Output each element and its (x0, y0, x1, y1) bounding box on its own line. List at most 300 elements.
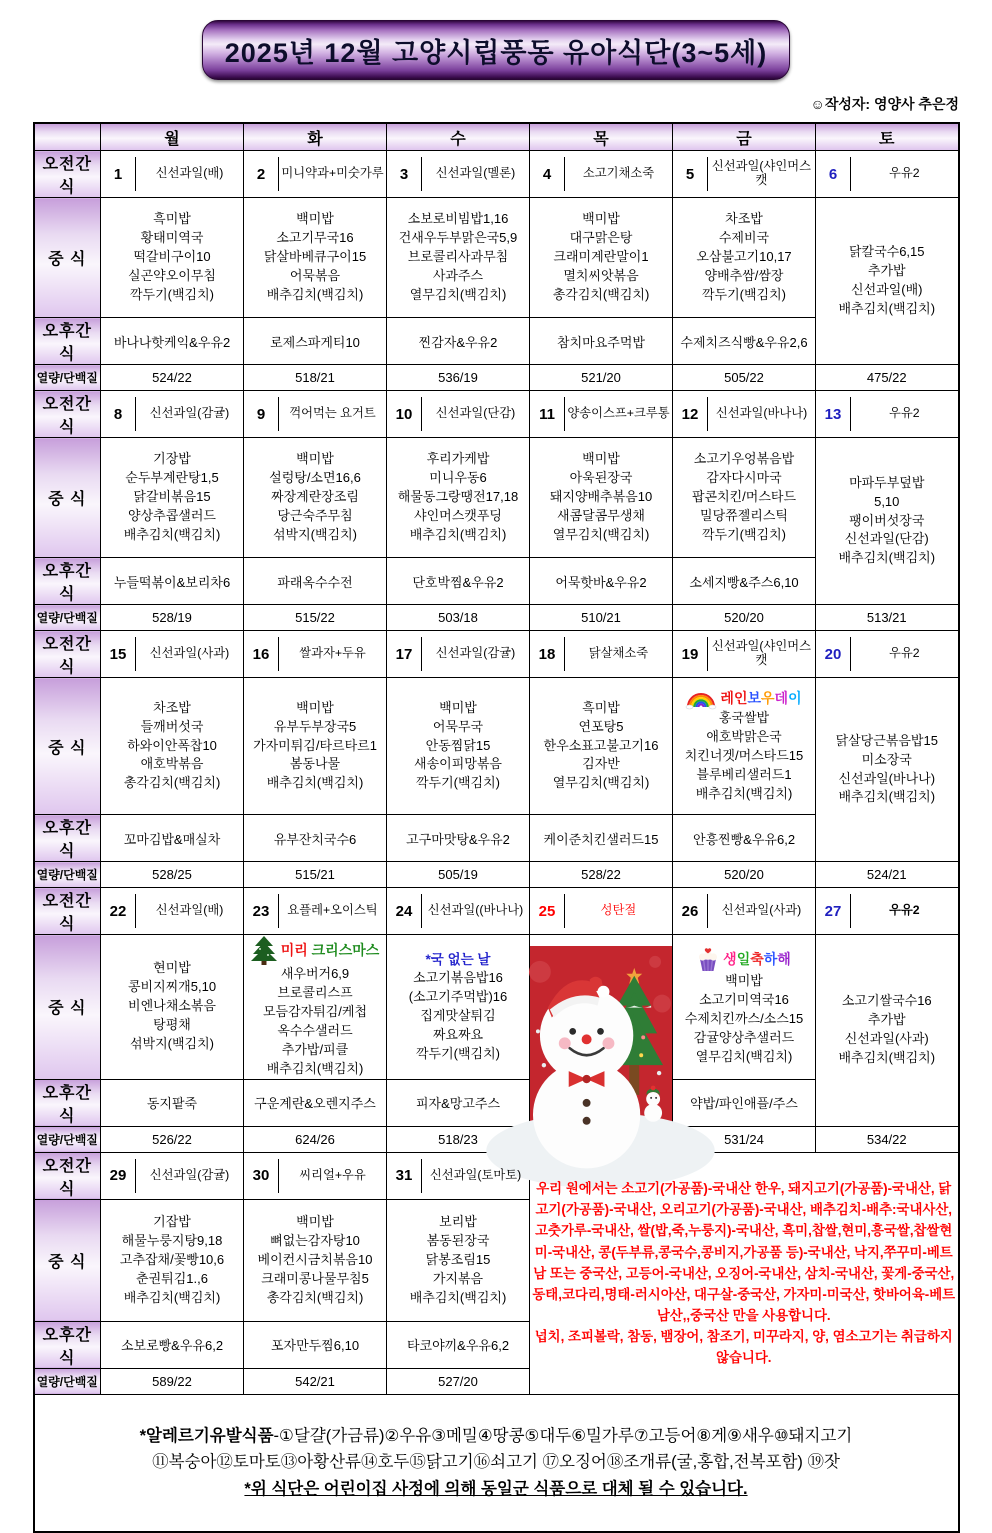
date-label: 25 (530, 894, 565, 928)
origin-notice-para1: 우리 원에서는 소고기(가공품)-국내산 한우, 돼지고기(가공품)-국내산, 닭고기(가공품)-국내산, 오리고기(가공품)-국내산, 배추김치-배추:국내사산, 고춧가루-국내산, 쌀(밥,죽,누룽지)-국내산, 흑미,찹쌀,현미,흥국쌀,찹쌀현미-국내산, 콩(두부류,콩국수,콩비지,가공품 등)-국내산, 낙지,쭈꾸미-베트남 또는 중국산, 고등어-국내산, 오징어-국내산, 삼치-국내산, 꽃게-중국산, 동태,코다리,명태-러시아산, 대구살-중국산, 가자미-미국산, 핫바어육-베트남산,,중국산 만을 사용합니다. (532, 1181, 956, 1324)
lunch-menu-line: 배추김치(백김치) (838, 789, 936, 805)
am-snack-cell (244, 151, 387, 198)
kcal-row (34, 365, 959, 391)
am-snack-wrap (101, 894, 243, 928)
date-label: 24 (387, 894, 422, 928)
am-snack-wrap (816, 637, 958, 671)
am-snack-wrap (244, 894, 386, 928)
weekday-header-2: 수 (387, 123, 530, 151)
kcal-protein-cell: 528/25 (101, 862, 244, 888)
pm-snack-cell: 어묵핫바&우유2 (530, 558, 673, 605)
lunch-menu-line: 한우소표고불고기16 (543, 737, 659, 753)
lunch-menu-line: 뼈없는감자탕10 (270, 1232, 360, 1248)
lunch-menu-line: 깍두기(백김치) (415, 775, 500, 791)
kcal-protein-cell: 513/21 (816, 605, 959, 631)
lunch-menu-line: 배추김치(백김치) (409, 526, 507, 542)
lunch-menu-line: 새콤달콤무생채 (557, 507, 645, 523)
am-snack-cell (816, 631, 959, 678)
am-snack-wrap (101, 637, 243, 671)
weekday-header-4: 금 (673, 123, 816, 151)
lunch-menu-line: 떡갈비구이10 (133, 249, 211, 265)
pm-snack-cell: 찐감자&우유2 (387, 318, 530, 365)
lunch-menu-line: 수제치킨까스/소스15 (684, 1010, 804, 1026)
am-snack-cell (673, 151, 816, 198)
lunch-menu-line: 차조밥 (153, 699, 191, 715)
lunch-menu-line: 크래미계란말이1 (553, 249, 649, 265)
am-snack-text: 신선과일(사과) (721, 903, 802, 918)
lunch-menu-line: 열무김치(백김치) (409, 286, 507, 302)
am-snack-wrap (530, 894, 672, 928)
kcal-protein-cell: 524/21 (816, 862, 959, 888)
lunch-menu-line: 차조밥 (725, 211, 763, 227)
lunch-menu-line: 열무김치(백김치) (695, 1048, 793, 1064)
lunch-menu-line: 닭봉조림15 (425, 1251, 491, 1267)
lunch-menu-line: 짜장계란장조림 (271, 489, 359, 505)
lunch-cell (387, 935, 530, 1080)
lunch-cell (101, 935, 244, 1080)
lunch-cell (673, 198, 816, 318)
lunch-menu-line: 신선과일(배) (851, 282, 923, 297)
am-snack-wrap (816, 397, 958, 431)
pm-snack-cell: 파래옥수수전 (244, 558, 387, 605)
lunch-menu-line: 황태미역국 (140, 230, 204, 246)
lunch-menu-line: 밀당쮸젤리스틱 (700, 507, 788, 523)
lunch-menu-line: 후리가케밥 (426, 451, 490, 467)
am-snack-wrap (101, 397, 243, 431)
row-label-pm: 오후간식 (34, 318, 101, 365)
pm-snack-cell: 고구마맛탕&우유2 (387, 815, 530, 862)
lunch-menu-line: 실곤약오이무침 (128, 267, 216, 283)
kcal-protein-cell: 624/26 (244, 1126, 387, 1152)
date-label: 3 (387, 157, 422, 191)
lunch-menu-line: 배추김치(백김치) (123, 526, 221, 542)
am-snack-text: 꺽어먹는 요거트 (289, 406, 376, 421)
row-label-am: 오전간식 (34, 151, 101, 198)
row-label-am: 오전간식 (34, 631, 101, 678)
lunch-menu-line: 들깨버섯국 (140, 718, 204, 734)
lunch-cell (387, 198, 530, 318)
lunch-menu-line: 설렁탕/소면16,6 (269, 470, 361, 486)
lunch-menu-line: 총각김치(백김치) (266, 1289, 364, 1305)
origin-notice (530, 1152, 959, 1394)
kcal-protein-cell: 510/21 (530, 605, 673, 631)
row-label-kcal: 열량/단백질 (34, 365, 101, 391)
row-label-pm: 오후간식 (34, 815, 101, 862)
row-label-kcal: 열량/단백질 (34, 862, 101, 888)
date-label: 29 (101, 1159, 136, 1193)
lunch-menu-line: 새우버거6,9 (280, 966, 350, 981)
am-snack-cell (673, 391, 816, 438)
lunch-menu-line: 수제비국 (718, 230, 770, 246)
am-snack-text: 신선과일(배) (155, 903, 224, 918)
kcal-protein-cell: 527/20 (387, 1368, 530, 1394)
lunch-menu-line: 5,10 (874, 493, 900, 509)
lunch-menu-line: 하와이안폭찹10 (127, 737, 217, 753)
page-title-banner (202, 20, 790, 80)
allergen-line1-rest: -①달걀(가금류)②우유③메밀④땅콩⑤대두⑥밀가루⑦고등어⑧게⑨새우⑩돼지고기 (273, 1426, 853, 1445)
lunch-menu-line: 건새우두부맑은국5,9 (398, 230, 518, 246)
kcal-protein-cell: 528/22 (530, 862, 673, 888)
date-label: 8 (101, 397, 136, 431)
lunch-cell (816, 438, 959, 605)
event-badge-text: 미리 크리스마스 (280, 941, 380, 958)
lunch-cell (673, 935, 816, 1080)
lunch-menu-line: 어묵무국 (432, 718, 484, 734)
lunch-menu-line: 백미밥 (582, 451, 620, 467)
lunch-menu-line: 소고기볶음밥16 (413, 970, 503, 986)
lunch-menu-line: 배추김치(백김치) (838, 550, 936, 566)
date-label: 6 (816, 157, 851, 191)
date-label: 18 (530, 637, 565, 671)
lunch-menu-line: 닭칼국수6,15 (848, 244, 925, 260)
menu-table (33, 122, 960, 1533)
lunch-menu-line: 미니우동6 (429, 470, 487, 486)
lunch-menu-line: 백미밥 (296, 699, 334, 715)
date-label: 11 (530, 397, 565, 431)
am-snack-wrap (673, 894, 815, 928)
lunch-row (34, 678, 959, 815)
date-label: 26 (673, 894, 708, 928)
am-snack-text: 우유2 (888, 646, 920, 661)
am-snack-text: 신선과일(사과) (149, 646, 230, 661)
date-label: 10 (387, 397, 422, 431)
am-snack-wrap (673, 157, 815, 191)
kcal-protein-cell: 505/22 (673, 365, 816, 391)
lunch-menu-line: 감귤양상추샐러드 (693, 1029, 795, 1045)
lunch-menu-line: 고추잡채/꽃빵10,6 (119, 1251, 225, 1267)
lunch-menu-line: 돼지양배추볶음10 (549, 489, 653, 505)
lunch-cell (387, 1199, 530, 1321)
am-snack-wrap (673, 637, 815, 671)
lunch-menu-line: 닭살당근볶음밥15 (835, 732, 938, 748)
am-snack-cell (387, 1152, 530, 1199)
lunch-cell (530, 438, 673, 558)
allergen-line1-bold: *알레르기유발식품 (139, 1426, 274, 1445)
am-snack-wrap (244, 157, 386, 191)
lunch-cell (530, 198, 673, 318)
lunch-menu-line: 보리밥 (439, 1213, 477, 1229)
lunch-menu-line: 추가밥 (867, 1012, 906, 1028)
am-snack-wrap (244, 397, 386, 431)
pm-snack-cell: 동지팥죽 (101, 1079, 244, 1126)
event-badge-christmas (244, 935, 386, 965)
am-snack-text: 신선과일(샤인머스캣 (711, 159, 812, 187)
kcal-protein-cell: 520/20 (673, 862, 816, 888)
lunch-menu-line: 닭살바베큐구이15 (263, 249, 367, 265)
lunch-cell (387, 678, 530, 815)
lunch-menu-line: 멸치씨앗볶음 (563, 267, 639, 283)
date-label: 30 (244, 1159, 279, 1193)
lunch-cell (816, 198, 959, 365)
am-snack-text: 요플레+오이스틱 (287, 903, 378, 918)
lunch-cell (101, 678, 244, 815)
am-snack-text: 신선과일(감귤) (149, 406, 230, 421)
lunch-menu-line: 섞박지(백김치) (129, 1036, 214, 1052)
footer-row (34, 1394, 959, 1532)
lunch-menu-line: 배추김치(백김치) (266, 286, 364, 302)
kcal-protein-cell: 475/22 (816, 365, 959, 391)
lunch-menu-line: 깍두기(백김치) (701, 526, 786, 542)
kcal-protein-cell: 520/20 (673, 605, 816, 631)
lunch-menu-line: 백미밥 (439, 699, 477, 715)
pm-snack-cell: 유부잔치국수6 (244, 815, 387, 862)
kcal-row (34, 862, 959, 888)
kcal-protein-cell: 536/19 (387, 365, 530, 391)
am-snack-cell (101, 151, 244, 198)
lunch-menu-line: 유부두부장국5 (273, 718, 357, 734)
pm-snack-cell: 약밥/파인애플/주스 (673, 1079, 816, 1126)
am-snack-wrap (387, 157, 529, 191)
pm-snack-cell: 케이준치킨샐러드15 (530, 815, 673, 862)
rainbow-icon (686, 688, 716, 709)
lunch-menu-line: 흑미밥 (582, 699, 620, 715)
lunch-menu-line: 깍두기(백김치) (415, 1046, 500, 1062)
row-label-am: 오전간식 (34, 391, 101, 438)
lunch-menu-line: 콩비지찌개5,10 (127, 979, 217, 995)
am-snack-wrap (816, 157, 958, 191)
row-label-kcal: 열량/단백질 (34, 1126, 101, 1152)
lunch-menu-line: 연포탕5 (578, 718, 624, 734)
lunch-row (34, 198, 959, 318)
lunch-menu-line: 당근숙주무침 (277, 507, 353, 523)
am-snack-cell (101, 1152, 244, 1199)
weekday-header-5: 토 (816, 123, 959, 151)
lunch-menu-line: 집게맛살튀김 (420, 1008, 496, 1024)
am-snack-wrap (673, 397, 815, 431)
am-snack-text: 우유2 (888, 166, 920, 181)
origin-notice-para2: 넙치, 조피볼락, 참동, 뱀장어, 참조기, 미꾸라지, 양, 염소고기는 취급하지 않습니다. (534, 1329, 953, 1366)
lunch-cell (673, 678, 816, 815)
lunch-menu-line: 마파두부덮밥 (849, 474, 925, 490)
corner-cell (34, 123, 101, 151)
date-label: 4 (530, 157, 565, 191)
lunch-menu-line: 깍두기(백김치) (701, 286, 786, 302)
kcal-protein-cell: 534/22 (816, 1126, 959, 1152)
am-snack-cell (530, 391, 673, 438)
date-label: 1 (101, 157, 136, 191)
date-label: 17 (387, 637, 422, 671)
row-label-kcal: 열량/단백질 (34, 1368, 101, 1394)
lunch-cell (101, 1199, 244, 1321)
christmas-image-cell (530, 935, 673, 1153)
am-snack-cell (816, 888, 959, 935)
lunch-menu-line: 봄동나물 (289, 756, 341, 772)
pm-snack-cell: 누들떡볶이&보리차6 (101, 558, 244, 605)
date-label: 22 (101, 894, 136, 928)
am-snack-text: 신선과일(감귤) (149, 1168, 230, 1183)
lunch-menu-line: 애호박맑은국 (706, 729, 782, 745)
lunch-menu-line: 감자다시마국 (706, 470, 782, 486)
weekday-header-row (34, 123, 959, 151)
lunch-menu-line: 흑미밥 (153, 211, 191, 227)
lunch-menu-line: 순두부계란탕1,5 (125, 470, 219, 486)
am-snack-text: 닭살채소죽 (588, 646, 649, 661)
lunch-menu-line: 소고기미역국16 (699, 991, 789, 1007)
pm-snack-cell: 로제스파게티10 (244, 318, 387, 365)
am-snack-cell (387, 631, 530, 678)
lunch-menu-line: 소고기쌀국수16 (841, 993, 932, 1009)
pm-snack-cell: 구운계란&오렌지주스 (244, 1079, 387, 1126)
kcal-row (34, 605, 959, 631)
lunch-menu-line: 배추김치(백김치) (123, 1289, 221, 1305)
lunch-menu-line: 샤인머스캣푸딩 (414, 507, 502, 523)
lunch-menu-line: 배추김치(백김치) (266, 1060, 364, 1076)
am-snack-text: 성탄절 (600, 903, 637, 918)
kcal-protein-cell: 589/22 (101, 1368, 244, 1394)
lunch-menu-line: (소고기주먹밥)16 (408, 989, 508, 1005)
pm-snack-cell: 안흥찐빵&우유6,2 (673, 815, 816, 862)
lunch-menu-line: 짜요짜요 (432, 1027, 484, 1043)
lunch-menu-line: 소고기우엉볶음밥 (693, 451, 795, 467)
lunch-menu-line: 배추김치(백김치) (409, 1289, 507, 1305)
lunch-menu-line: 열무김치(백김치) (552, 775, 650, 791)
am-snack-cell (101, 391, 244, 438)
am-snack-cell (101, 631, 244, 678)
lunch-menu-line: 백미밥 (582, 211, 620, 227)
lunch-menu-line: 백미밥 (296, 1213, 334, 1229)
row-label-lunch: 중 식 (34, 438, 101, 558)
lunch-menu-line: 섞박지(백김치) (272, 526, 357, 542)
am-snack-cell (816, 151, 959, 198)
lunch-menu-line: 탕평채 (153, 1017, 191, 1033)
am-snack-text: 소고기채소죽 (582, 166, 655, 181)
am-snack-text: 신선과일((바나나) (427, 903, 524, 918)
am-snack-cell (244, 888, 387, 935)
lunch-menu-line: 김자반 (582, 756, 620, 772)
am-row (34, 151, 959, 198)
kcal-protein-cell: 505/19 (387, 862, 530, 888)
am-row (34, 1152, 959, 1199)
lunch-menu-line: 브로콜리사과무침 (407, 249, 509, 265)
christmas-tree-icon (251, 935, 277, 965)
am-snack-cell (816, 391, 959, 438)
lunch-menu-line: 새송이피망볶음 (414, 756, 502, 772)
am-snack-wrap (387, 637, 529, 671)
lunch-menu-line: 배추김치(백김치) (838, 1050, 936, 1066)
am-snack-text: 신선과일(감귤) (435, 646, 516, 661)
row-label-pm: 오후간식 (34, 1079, 101, 1126)
date-label: 5 (673, 157, 708, 191)
lunch-menu-line: 아욱된장국 (569, 470, 633, 486)
am-snack-text: 신선과일(단감) (435, 406, 516, 421)
date-label: 19 (673, 637, 708, 671)
author-line: ☺작성자: 영양사 추은정 (810, 96, 959, 112)
lunch-menu-line: 백미밥 (296, 211, 334, 227)
pm-snack-cell: 피자&망고주스 (387, 1079, 530, 1126)
lunch-menu-line: 사과주스 (432, 267, 484, 283)
row-label-pm: 오후간식 (34, 558, 101, 605)
christmas-snowman-image (530, 946, 672, 1141)
lunch-menu-line: 어묵볶음 (289, 267, 341, 283)
pm-snack-cell: 바나나핫케익&우유2 (101, 318, 244, 365)
date-label: 16 (244, 637, 279, 671)
lunch-menu-line: 홍국쌀밥 (718, 710, 770, 726)
kcal-protein-cell: 542/21 (244, 1368, 387, 1394)
am-snack-text: 씨리얼+우유 (299, 1168, 366, 1183)
lunch-menu-line: 옥수수샐러드 (277, 1022, 353, 1038)
lunch-menu-line: 오삼불고기10,17 (696, 249, 792, 265)
am-snack-cell (101, 888, 244, 935)
kcal-protein-cell: 526/22 (101, 1126, 244, 1152)
lunch-menu-line: 미소장국 (861, 751, 912, 767)
lunch-cell (673, 438, 816, 558)
lunch-menu-line: 팝콘치킨/머스타드 (691, 489, 797, 505)
am-snack-cell (244, 391, 387, 438)
lunch-menu-line: 배추김치(백김치) (695, 785, 793, 801)
lunch-menu-line: 기장밥 (153, 451, 191, 467)
lunch-menu-line: 봄동된장국 (426, 1232, 490, 1248)
am-snack-text: 우유2 (888, 406, 920, 421)
am-snack-text: 양송이스프+크루통 (567, 406, 670, 421)
lunch-menu-line: 배추김치(백김치) (266, 775, 364, 791)
am-snack-wrap (244, 1159, 386, 1193)
lunch-menu-line: 양배추쌈/쌈장 (704, 267, 784, 283)
am-snack-cell (244, 1152, 387, 1199)
lunch-menu-line: 애호박볶음 (140, 756, 204, 772)
lunch-menu-line: 기잡밥 (153, 1213, 191, 1229)
lunch-menu-line: 브로콜리스프 (277, 984, 353, 1000)
lunch-menu-line: 치킨너겟/머스타드15 (684, 748, 804, 764)
lunch-menu-line: 신선과일(사과) (844, 1031, 929, 1047)
am-snack-cell (387, 151, 530, 198)
am-snack-wrap (530, 397, 672, 431)
lunch-menu-line: 추가밥/피클 (281, 1041, 349, 1057)
lunch-menu-line: 백미밥 (725, 972, 763, 988)
lunch-cell (101, 198, 244, 318)
weekday-header-3: 목 (530, 123, 673, 151)
lunch-menu-line: 해물누룽지탕9,18 (121, 1232, 223, 1248)
date-label: 23 (244, 894, 279, 928)
am-snack-cell (387, 888, 530, 935)
am-snack-cell (530, 888, 673, 935)
cupcake-icon (697, 947, 719, 972)
weekday-header-0: 월 (101, 123, 244, 151)
lunch-menu-line: 신선과일(바나나) (838, 770, 936, 786)
am-snack-cell (530, 151, 673, 198)
lunch-menu-line: 양상추콥샐러드 (128, 507, 216, 523)
date-label: 27 (816, 894, 851, 928)
lunch-menu-line: 현미밥 (153, 960, 191, 976)
am-snack-wrap (101, 157, 243, 191)
lunch-menu-line: 열무김치(백김치) (552, 526, 650, 542)
lunch-menu-line: 깍두기(백김치) (129, 286, 214, 302)
am-snack-wrap (530, 157, 672, 191)
am-snack-text: 신선과일(토마토) (429, 1168, 522, 1183)
allergen-line-2: ⑪복숭아⑫토마토⑬아황산류⑭호두⑮닭고기⑯쇠고기 ⑰오징어⑱조개류(굴,홍합,전복포함) ⑲잣 (152, 1453, 840, 1472)
pm-snack-cell: 꼬마김밥&매실차 (101, 815, 244, 862)
lunch-cell (101, 438, 244, 558)
kcal-protein-cell: 515/22 (244, 605, 387, 631)
row-label-am: 오전간식 (34, 1152, 101, 1199)
am-snack-text: 신선과일(배) (155, 166, 224, 181)
row-label-lunch: 중 식 (34, 935, 101, 1080)
am-snack-text: 쌀과자+두유 (299, 646, 366, 661)
page-title: 2025년 12월 고양시립풍동 유아식단(3~5세) (224, 37, 768, 68)
event-badge-birthday (673, 947, 815, 972)
lunch-menu-line: 총각김치(백김치) (552, 286, 650, 302)
date-label: 2 (244, 157, 279, 191)
kcal-protein-cell: 524/22 (101, 365, 244, 391)
am-row (34, 391, 959, 438)
am-snack-cell (530, 631, 673, 678)
kcal-protein-cell: 528/19 (101, 605, 244, 631)
lunch-menu-line: 해물동그랑땡전17,18 (397, 489, 519, 505)
allergen-line-1 (35, 1423, 958, 1450)
lunch-cell (530, 678, 673, 815)
lunch-cell (816, 935, 959, 1127)
event-badge-rainbow (673, 688, 815, 709)
allergen-footer (34, 1394, 959, 1532)
